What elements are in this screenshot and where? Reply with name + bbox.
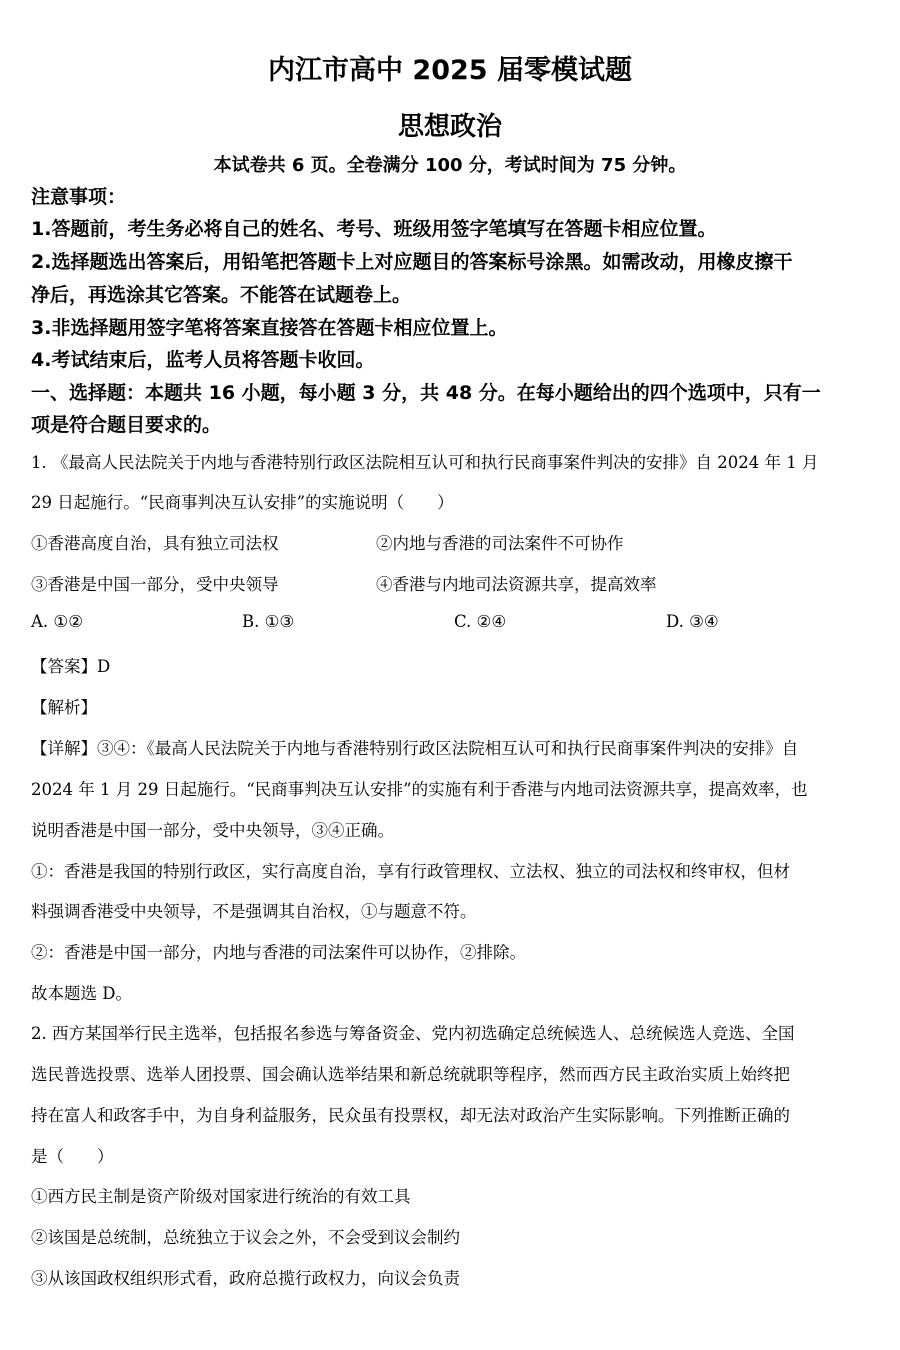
q1-option-c: C. ②④ (454, 612, 507, 631)
q1-detail: 说明香港是中国一部分，受中央领导，③④正确。 (31, 821, 394, 840)
q2-stem-cont: 持在富人和政客手中，为自身利益服务，民众虽有投票权，却无法对政治产生实际影响。下列推断正确的 (31, 1106, 790, 1125)
q2-stem: 2. 西方某国举行民主选举，包括报名参选与筹备资金、党内初选确定总统候选人、总统候选人竞选、全国 (31, 1024, 795, 1043)
q1-conclusion: 故本题选 D。 (31, 984, 132, 1003)
q1-statement-4: ④香港与内地司法资源共享，提高效率 (376, 575, 657, 594)
exam-title: 内江市高中 2025 届零模试题 (268, 55, 632, 86)
q1-detail: 料强调香港受中央领导，不是强调其自治权，①与题意不符。 (31, 902, 477, 921)
notice-item: 2.选择题选出答案后，用铅笔把答题卡上对应题目的答案标号涂黑。如需改动，用橡皮擦干 (31, 251, 793, 273)
q2-stem-cont: 选民普选投票、选举人团投票、国会确认选举结果和新总统就职等程序，然而西方民主政治实质上始终把 (31, 1065, 790, 1084)
section-heading: 一、选择题：本题共 16 小题，每小题 3 分，共 48 分。在每小题给出的四个选项中，只有一 (31, 382, 821, 404)
notice-item: 4.考试结束后，监考人员将答题卡收回。 (31, 349, 375, 371)
q1-answer: 【答案】D (31, 657, 111, 676)
exam-info: 本试卷共 6 页。全卷满分 100 分，考试时间为 75 分钟。 (213, 155, 687, 176)
section-heading-cont: 项是符合题目要求的。 (31, 414, 222, 436)
q1-option-b: B. ①③ (242, 612, 295, 631)
q1-stem-cont: 29 日起施行。“民商事判决互认安排”的实施说明（ ） (31, 493, 454, 512)
q1-option-d: D. ③④ (666, 612, 719, 631)
q1-statement-3: ③香港是中国一部分，受中央领导 (31, 575, 279, 594)
q1-detail: ①：香港是我国的特别行政区，实行高度自治，享有行政管理权、立法权、独立的司法权和终审权，但材 (31, 862, 790, 881)
q1-detail: 2024 年 1 月 29 日起施行。“民商事判决互认安排”的实施有利于香港与内地司法资源共享，提高效率，也 (31, 780, 808, 799)
q1-analysis-label: 【解析】 (31, 698, 97, 717)
q1-statement-2: ②内地与香港的司法案件不可协作 (376, 534, 624, 553)
notice-heading: 注意事项： (31, 186, 127, 208)
q2-statement-2: ②该国是总统制，总统独立于议会之外，不会受到议会制约 (31, 1228, 460, 1247)
q1-statement-1: ①香港高度自治，具有独立司法权 (31, 534, 279, 553)
q2-statement-3: ③从该国政权组织形式看，政府总揽行政权力，向议会负责 (31, 1269, 460, 1288)
subject-title: 思想政治 (397, 112, 502, 142)
notice-item: 净后，再选涂其它答案。不能答在试题卷上。 (31, 284, 412, 306)
q1-stem: 1. 《最高人民法院关于内地与香港特别行政区法院相互认可和执行民商事案件判决的安排》自 2024 年 1 月 (31, 453, 819, 472)
notice-item: 3.非选择题用签字笔将答案直接答在答题卡相应位置上。 (31, 317, 508, 339)
q1-option-a: A. ①② (31, 612, 83, 631)
q1-detail: 【详解】③④：《最高人民法院关于内地与香港特别行政区法院相互认可和执行民商事案件判决的安排》自 (31, 739, 799, 758)
q2-stem-cont: 是（ ） (31, 1147, 114, 1166)
q2-statement-1: ①西方民主制是资产阶级对国家进行统治的有效工具 (31, 1187, 411, 1206)
q1-detail: ②：香港是中国一部分，内地与香港的司法案件可以协作，②排除。 (31, 943, 526, 962)
notice-item: 1.答题前，考生务必将自己的姓名、考号、班级用签字笔填写在答题卡相应位置。 (31, 218, 717, 240)
